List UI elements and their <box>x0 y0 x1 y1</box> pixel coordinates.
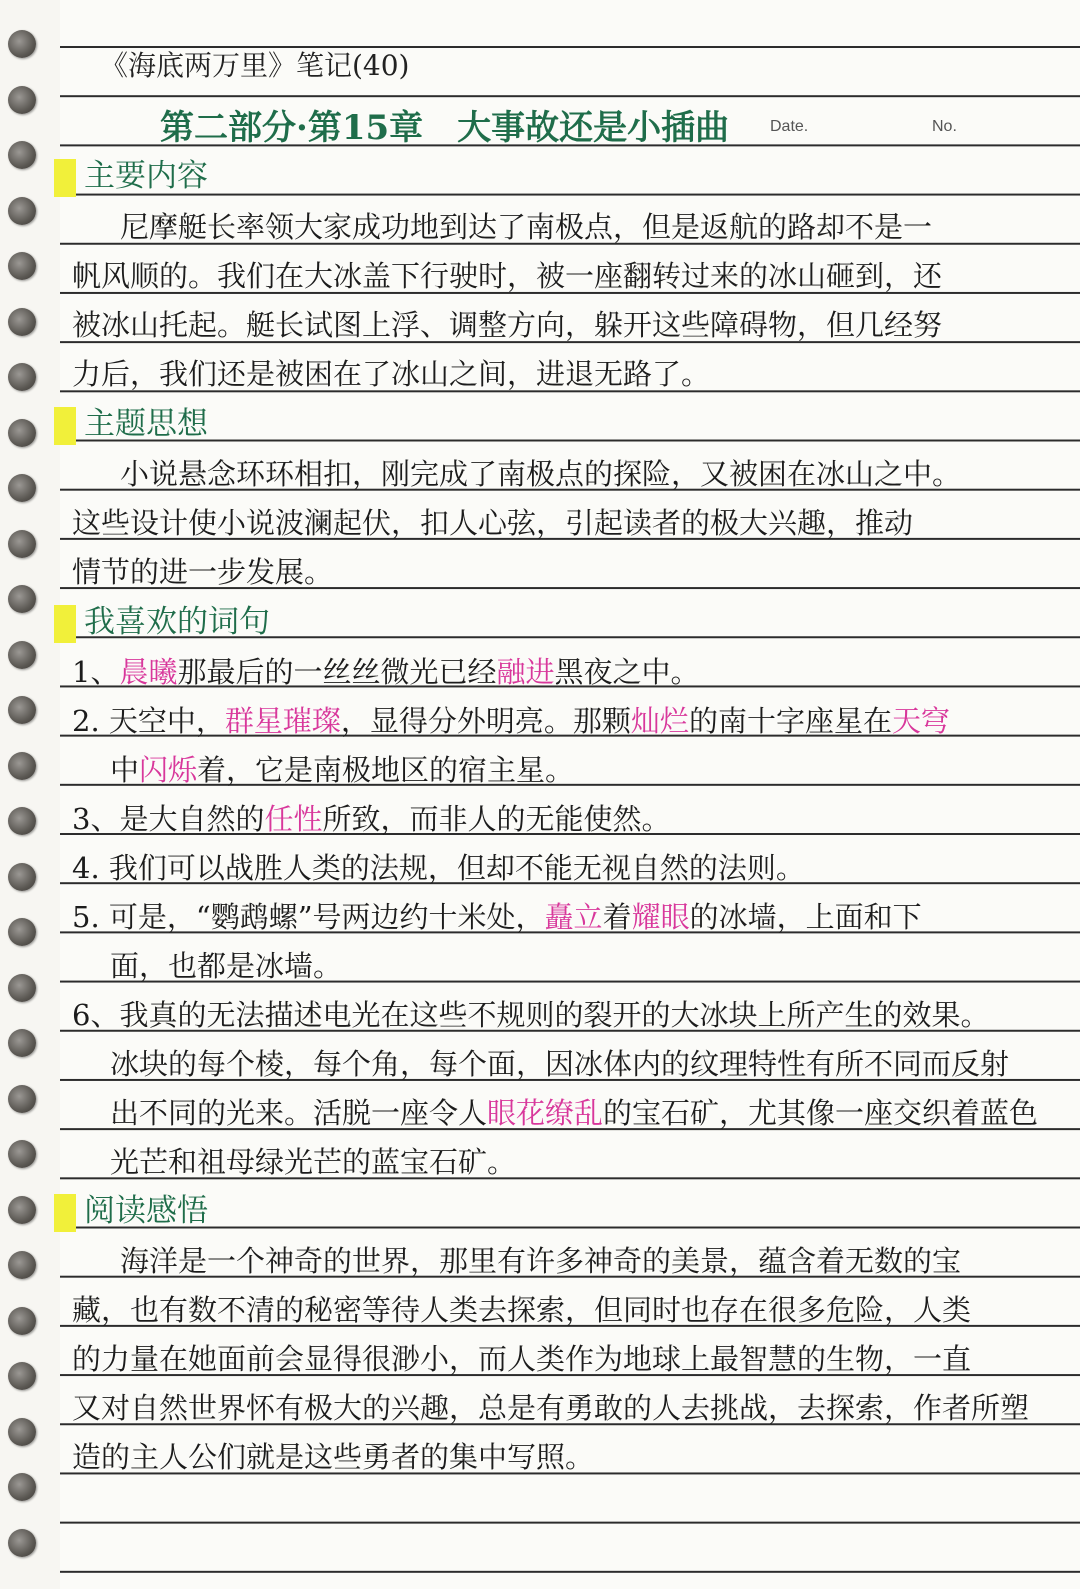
paragraph-line: 力后，我们还是被困在了冰山之间，进退无路了。 <box>72 357 711 391</box>
paragraph-line: 海洋是一个神奇的世界，那里有许多神奇的美景，蕴含着无数的宝 <box>120 1244 962 1278</box>
binder-ring <box>8 1140 36 1168</box>
binder-ring <box>8 585 36 613</box>
phrase-line <box>72 795 1040 843</box>
section-heading-text: 我喜欢的词句 <box>84 604 270 640</box>
binder-ring <box>8 530 36 558</box>
phrase-text: 黑夜之中。 <box>554 655 700 689</box>
binder-ring <box>8 807 36 835</box>
paragraph-line: 被冰山托起。艇长试图上浮、调整方向，躲开这些障碍物，但几经努 <box>72 308 943 342</box>
date-label: Date. <box>770 118 809 135</box>
phrase-line <box>110 942 1040 990</box>
phrase-text: 出不同的光来。活脱一座令人 <box>110 1096 488 1130</box>
section-heading-reflection <box>54 1187 208 1235</box>
binder-ring <box>8 1362 36 1390</box>
phrase-text: 的宝石矿，尤其像一座交织着蓝色 <box>603 1096 1039 1130</box>
highlight-marker <box>54 407 76 445</box>
phrase-text: 的冰墙，上面和下 <box>689 900 922 934</box>
binder-ring <box>8 86 36 114</box>
phrase-line <box>72 648 1040 696</box>
phrase-line <box>110 1089 1040 1137</box>
section-heading-theme <box>54 400 208 448</box>
number-label: No. <box>932 118 957 135</box>
binder-ring <box>8 1029 36 1057</box>
phrase-line <box>72 844 1040 892</box>
paragraph-line: 又对自然世界怀有极大的兴趣，总是有勇敢的人去挑战，去探索，作者所塑 <box>72 1391 1030 1425</box>
phrase-text: 面，也都是冰墙。 <box>110 949 343 983</box>
phrase-text: 光芒和祖母绿光芒的蓝宝石矿。 <box>110 1145 517 1179</box>
highlighted-word: 闪烁 <box>139 753 198 787</box>
phrase-text: 着，它是南极地区的宿主星。 <box>197 753 575 787</box>
phrase-text: 中 <box>110 753 140 787</box>
highlighted-word: 眼花缭乱 <box>487 1096 604 1130</box>
highlighted-word: 灿烂 <box>630 704 689 738</box>
binder-ring <box>8 752 36 780</box>
binder-ring <box>8 1418 36 1446</box>
binder-ring <box>8 141 36 169</box>
section-heading-main-content <box>54 152 208 200</box>
highlighted-word: 天穹 <box>891 704 950 738</box>
paragraph-line: 帆风顺的。我们在大冰盖下行驶时，被一座翻转过来的冰山砸到，还 <box>72 259 943 293</box>
paragraph-line: 这些设计使小说波澜起伏，扣人心弦，引起读者的极大兴趣，推动 <box>72 506 914 540</box>
highlight-marker <box>54 159 76 197</box>
paragraph-line: 藏，也有数不清的秘密等待人类去探索，但同时也存在很多危险，人类 <box>72 1293 972 1327</box>
binder-ring <box>8 252 36 280</box>
chapter-title: 第二部分·第15章 大事故还是小插曲 <box>160 108 730 148</box>
paragraph-line: 造的主人公们就是这些勇者的集中写照。 <box>72 1440 595 1474</box>
binder-ring <box>8 696 36 724</box>
section-heading-text: 主题思想 <box>84 406 208 442</box>
phrase-text: 2. 天空中， <box>72 704 225 738</box>
highlighted-word: 任性 <box>264 802 323 836</box>
highlighted-word: 融进 <box>496 655 555 689</box>
binder-ring <box>8 30 36 58</box>
phrase-text: 5. 可是，“鹦鹉螺”号两边约十米处， <box>72 900 545 934</box>
binder-ring <box>8 1307 36 1335</box>
phrase-text: 4. 我们可以战胜人类的法规，但却不能无视自然的法则。 <box>72 851 805 885</box>
phrase-line <box>72 991 1040 1039</box>
binder-ring <box>8 974 36 1002</box>
note-title: 《海底两万里》笔记(40) <box>100 49 410 82</box>
binder-ring <box>8 863 36 891</box>
highlighted-word: 耀眼 <box>631 900 690 934</box>
phrase-text: 3、是大自然的 <box>72 802 265 836</box>
phrase-text: 的南十字座星在 <box>688 704 892 738</box>
binder-ring <box>8 363 36 391</box>
binder-ring <box>8 308 36 336</box>
binder-ring <box>8 419 36 447</box>
phrase-line <box>110 1138 1040 1186</box>
paragraph-line: 情节的进一步发展。 <box>72 555 334 589</box>
phrase-text: 冰块的每个棱，每个角，每个面，因冰体内的纹理特性有所不同而反射 <box>110 1047 1010 1081</box>
paragraph-line: 小说悬念环环相扣，刚完成了南极点的探险，又被困在冰山之中。 <box>120 457 962 491</box>
section-heading-text: 阅读感悟 <box>84 1193 208 1229</box>
paragraph-line: 尼摩艇长率领大家成功地到达了南极点，但是返航的路却不是一 <box>120 210 933 244</box>
phrase-line <box>110 746 1040 794</box>
phrase-text: 1、 <box>72 655 120 689</box>
binder-ring <box>8 197 36 225</box>
phrase-line <box>110 1040 1040 1088</box>
phrase-text: ，显得分外明亮。那颗 <box>340 704 631 738</box>
phrase-line <box>72 893 1040 941</box>
highlighted-word: 矗立 <box>544 900 603 934</box>
highlighted-word: 晨曦 <box>119 655 178 689</box>
highlighted-word: 群星璀璨 <box>224 704 341 738</box>
binder-ring <box>8 918 36 946</box>
section-heading-favorite-phrases <box>54 598 270 646</box>
section-heading-text: 主要内容 <box>84 158 208 194</box>
phrase-text: 6、我真的无法描述电光在这些不规则的裂开的大冰块上所产生的效果。 <box>72 998 990 1032</box>
phrase-text: 所致，而非人的无能使然。 <box>322 802 671 836</box>
paragraph-line: 的力量在她面前会显得很渺小，而人类作为地球上最智慧的生物，一直 <box>72 1342 972 1376</box>
binder-ring <box>8 1529 36 1557</box>
binder-ring <box>8 1196 36 1224</box>
highlight-marker <box>54 605 76 643</box>
phrase-text: 那最后的一丝丝微光已经 <box>177 655 497 689</box>
binder-ring <box>8 641 36 669</box>
highlight-marker <box>54 1194 76 1232</box>
phrase-line <box>72 697 1040 745</box>
binder-ring <box>8 1085 36 1113</box>
binder-ring <box>8 1251 36 1279</box>
binder-rings <box>0 0 60 1589</box>
binder-ring <box>8 1473 36 1501</box>
phrase-text: 着 <box>602 900 632 934</box>
binder-ring <box>8 474 36 502</box>
